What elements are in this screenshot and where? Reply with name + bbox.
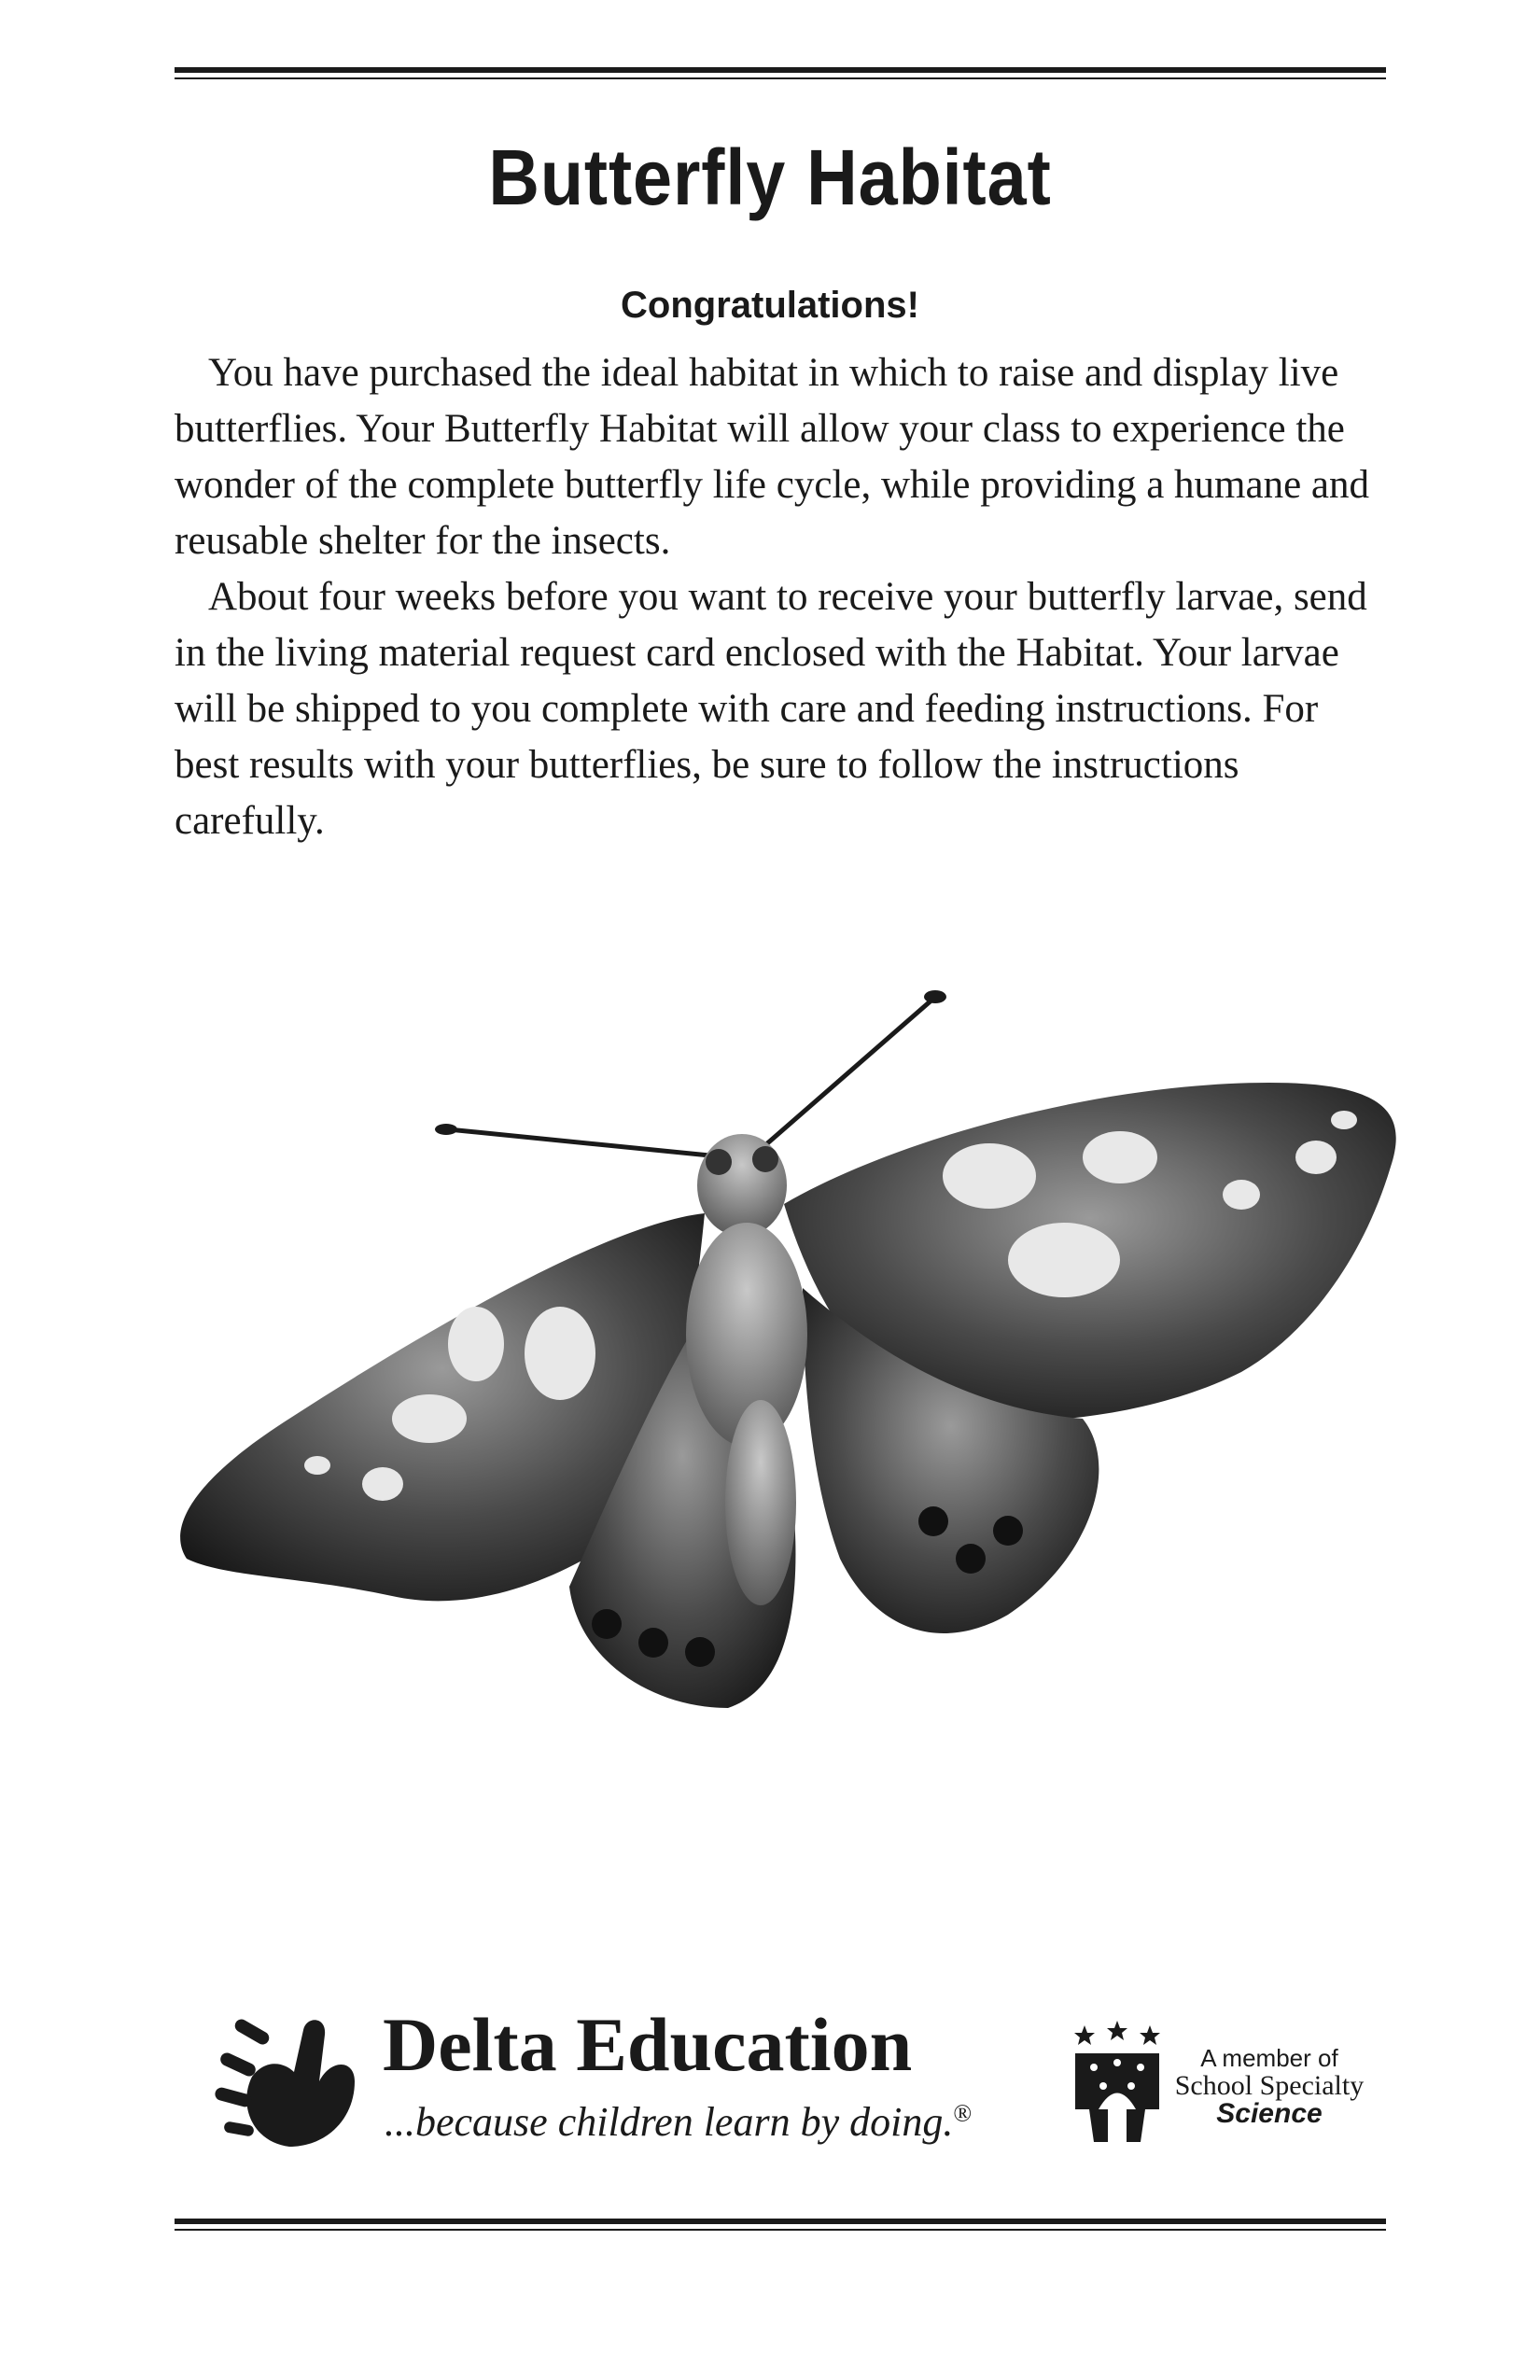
member-line: A member of [1200, 2044, 1338, 2072]
bottom-rule [175, 2219, 1386, 2224]
paragraph-intro: You have purchased the ideal habitat in which to raise and display live butterflies. Your Butterfly Habitat will allow your class to experience the wonder of the complete butterfly life cycle, while providing a humane and reusable shelter for the insects. [175, 351, 1370, 563]
top-rule [175, 67, 1386, 73]
handprint-icon [215, 1993, 373, 2151]
brand-name: Delta Education [383, 2002, 913, 2087]
butterfly-photo [168, 980, 1409, 1727]
member-division: Science [1216, 2098, 1323, 2129]
stars-figure-icon [1066, 2021, 1169, 2147]
registered-mark: ® [953, 2099, 973, 2127]
paragraph-instructions: About four weeks before you want to receive your butterfly larvae, send in the living material request card enclosed with the Habitat. Your larvae will be shipped to you complete with care and feeding instructions. For best results with your butterflies, be sure to follow the instructions carefully. [175, 575, 1367, 843]
tagline-text: ...because children learn by doing. [385, 2099, 954, 2145]
brand-tagline [385, 2098, 972, 2146]
member-of-block [1171, 2044, 1367, 2128]
page-subtitle: Congratulations! [621, 285, 919, 326]
member-org: School Specialty [1174, 2070, 1365, 2101]
page-title: Butterfly Habitat [488, 133, 1052, 221]
body-text [175, 345, 1388, 849]
